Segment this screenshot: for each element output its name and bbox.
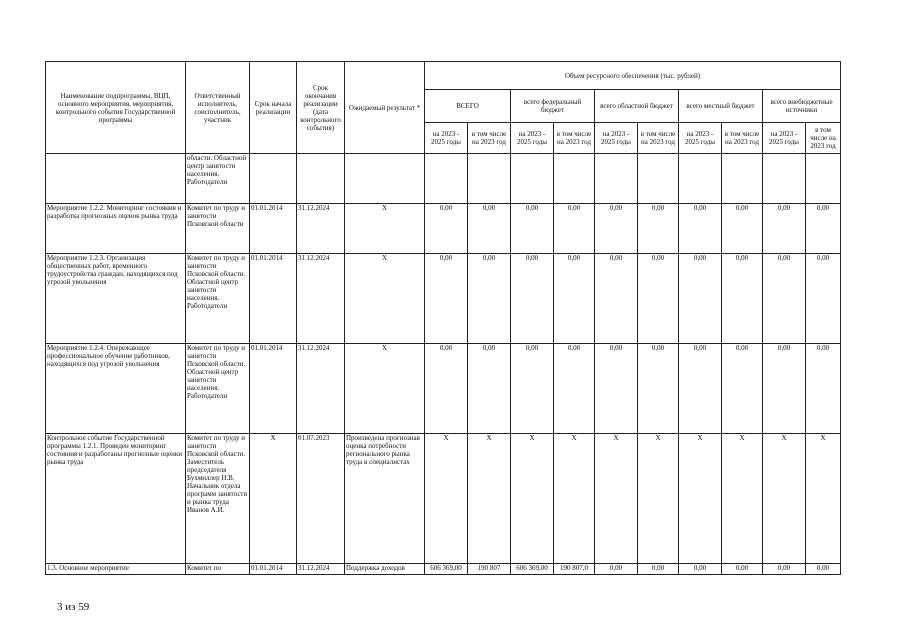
table-row [46,154,841,204]
row-value: 0,00 [722,564,763,575]
row-value: Х [679,434,722,564]
row-start: 01.01.2014 [250,344,297,434]
row-value: Х [763,434,806,564]
row-value [638,154,679,204]
row-value: 0,00 [638,254,679,344]
header-sub-year: в том числе на 2023 год [638,123,679,154]
row-value: 190 807,0 [554,564,595,575]
row-value: 0,00 [511,344,554,434]
header-sub-year: в том числе на 2023 год [468,123,511,154]
row-value: 0,00 [595,564,638,575]
row-end: 31.12.2024 [297,564,345,575]
row-value [763,154,806,204]
row-end: 31.12.2024 [297,344,345,434]
row-value [425,154,468,204]
row-value: 0,00 [722,254,763,344]
row-value: 0,00 [722,204,763,254]
row-end: 31.12.2024 [297,204,345,254]
row-value [806,154,841,204]
row-start [250,154,297,204]
row-start: 01.01.2014 [250,254,297,344]
row-value: 0,00 [763,204,806,254]
row-start: Х [250,434,297,564]
row-value: Х [425,434,468,564]
row-value: 0,00 [468,344,511,434]
table-row [46,344,841,434]
table-row [46,564,841,575]
row-value: 0,00 [425,344,468,434]
row-value: 0,00 [554,254,595,344]
row-value: 606 369,00 [511,564,554,575]
row-value: 190 807 [468,564,511,575]
row-value [554,154,595,204]
row-responsible: Комитет по труду и занятости Псковской области. Областной центр занятости населения. Работодатели [186,254,250,344]
row-responsible: Комитет по труду и занятости Псковской области. Заместитель председателя Бухмиллер Н.В. Начальник отдела программ занятости и рынка труда Иванов А.И. [186,434,250,564]
row-responsible: Комитет по [186,564,250,575]
row-name: Контрольное событие Государственной программы 1.2.1. Проведен мониторинг состояния и разработаны прогнозные оценки рынка труда [46,434,186,564]
row-name: Мероприятие 1.2.3. Организация общественных работ, временного трудоустройства граждан, находящихся под угрозой увольнения [46,254,186,344]
row-value: 0,00 [679,344,722,434]
row-value: Х [554,434,595,564]
row-name: 1.3. Основное мероприятие [46,564,186,575]
header-name: Наименование подпрограммы, ВЦП, основного мероприятия, мероприятия, контрольного события Государственной программы [46,62,186,154]
row-result: Произведена прогнозная оценка потребности регионального рынка труда в специалистах [345,434,425,564]
header-responsible: Ответственный исполнитель, соисполнитель, участник [186,62,250,154]
row-end [297,154,345,204]
header-end: Срок окончания реализации (дата контрольного события) [297,62,345,154]
header-resources: Объем ресурсного обеспечения (тыс. рублей) [425,62,841,90]
row-value: 0,00 [806,254,841,344]
row-result: Х [345,204,425,254]
header-sub-total: на 2023 - 2025 годы [679,123,722,154]
header-group-federal: всего федеральный бюджет [511,90,595,123]
row-result: Х [345,344,425,434]
row-value: 0,00 [511,254,554,344]
row-responsible: области. Областной центр занятости населения. Работодатели [186,154,250,204]
page-number: 3 из 59 [57,601,90,613]
row-end: 31.12.2024 [297,254,345,344]
header-sub-total: на 2023 - 2025 годы [763,123,806,154]
row-value: 0,00 [425,254,468,344]
row-responsible: Комитет по труду и занятости Псковской области [186,204,250,254]
row-value: Х [595,434,638,564]
row-value: 0,00 [425,204,468,254]
row-value: Х [638,434,679,564]
row-start: 01.01.2014 [250,204,297,254]
table-row [46,254,841,344]
row-value: 0,00 [679,564,722,575]
row-value: 0,00 [806,344,841,434]
row-value: 0,00 [468,204,511,254]
row-value [722,154,763,204]
resource-table [45,61,841,575]
row-value: Х [806,434,841,564]
row-name: Мероприятие 1.2.4. Опережающее профессиональное обучение работников, находящихся под угрозой увольнения [46,344,186,434]
row-value: 606 369,00 [425,564,468,575]
header-result: Ожидаемый результат * [345,62,425,154]
row-value: 0,00 [638,344,679,434]
header-group-total: ВСЕГО [425,90,511,123]
header-sub-total: на 2023 - 2025 годы [511,123,554,154]
header-group-regional: всего областной бюджет [595,90,679,123]
row-value: 0,00 [679,204,722,254]
row-result [345,154,425,204]
row-value: 0,00 [554,204,595,254]
row-value: 0,00 [468,254,511,344]
header-sub-total: на 2023 - 2025 годы [595,123,638,154]
row-value: 0,00 [763,254,806,344]
row-value: 0,00 [595,204,638,254]
row-value [595,154,638,204]
header-sub-total: на 2023 - 2025 годы [425,123,468,154]
row-result: Поддержка доходов [345,564,425,575]
row-value [511,154,554,204]
header-sub-year: в том числе на 2023 год [806,123,841,154]
row-value [468,154,511,204]
row-value: 0,00 [763,564,806,575]
row-value: 0,00 [679,254,722,344]
row-value: 0,00 [806,204,841,254]
row-value: 0,00 [763,344,806,434]
row-value: Х [722,434,763,564]
row-value: 0,00 [511,204,554,254]
row-start: 01.01.2014 [250,564,297,575]
header-group-local: всего местный бюджет [679,90,763,123]
table-row [46,204,841,254]
header-sub-year: в том числе на 2023 год [554,123,595,154]
row-responsible: Комитет по труду и занятости Псковской области. Областной центр занятости населения. Работодатели [186,344,250,434]
row-value: 0,00 [595,344,638,434]
table-row [46,434,841,564]
row-value: 0,00 [595,254,638,344]
row-value: 0,00 [638,204,679,254]
header-sub-year: в том числе на 2023 год [722,123,763,154]
row-value: 0,00 [554,344,595,434]
row-end: 01.07.2023 [297,434,345,564]
header-start: Срок начала реализации [250,62,297,154]
row-value: 0,00 [806,564,841,575]
row-value: Х [511,434,554,564]
row-result: Х [345,254,425,344]
header-group-extrabudget: всего внебюджетные источники [763,90,841,123]
row-name [46,154,186,204]
row-value: 0,00 [638,564,679,575]
row-name: Мероприятие 1.2.2. Мониторинг состояния и разработка прогнозных оценок рынка труда [46,204,186,254]
row-value: 0,00 [722,344,763,434]
row-value [679,154,722,204]
row-value: Х [468,434,511,564]
